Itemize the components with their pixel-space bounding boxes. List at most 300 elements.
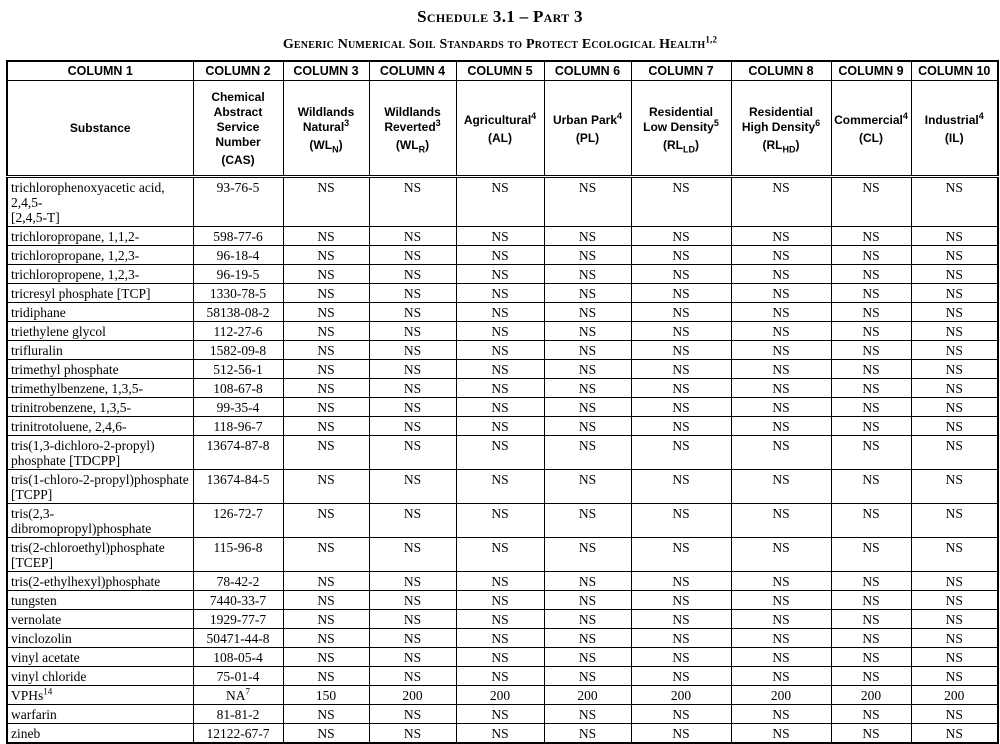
value-cell: NS (456, 177, 544, 227)
cas-cell: 58138-08-2 (193, 303, 283, 322)
cas-cell: 126-72-7 (193, 504, 283, 538)
value-cell: NS (831, 398, 911, 417)
column-header-line: Residential (748, 105, 814, 119)
column-header-line: Reverted$^3$ (384, 118, 441, 134)
value-cell: NS (283, 610, 369, 629)
footnote-marker: 4 (531, 110, 537, 121)
column-header-agricultural (456, 81, 544, 177)
column-abbreviation: $(RL_{LD})$ (663, 138, 699, 155)
value-cell: NS (911, 227, 998, 246)
substance-cell: trinitrotoluene, 2,4,6- (7, 417, 193, 436)
value-cell: NS (911, 470, 998, 504)
value-cell: NS (283, 284, 369, 303)
value-cell: NS (369, 705, 456, 724)
value-cell: NS (911, 303, 998, 322)
column-label-8: COLUMN 8 (731, 61, 831, 81)
footnote-marker: 4 (617, 110, 623, 121)
value-cell: NS (731, 322, 831, 341)
value-cell: NS (544, 591, 631, 610)
value-cell: NS (544, 538, 631, 572)
value-cell: 200 (631, 686, 731, 705)
value-cell: NS (456, 303, 544, 322)
cas-cell: 115-96-8 (193, 538, 283, 572)
cas-cell: 78-42-2 (193, 572, 283, 591)
value-cell: NS (456, 227, 544, 246)
value-cell: NS (911, 360, 998, 379)
value-cell: NS (831, 322, 911, 341)
substance-cell: trichloropropane, 1,2,3- (7, 246, 193, 265)
value-cell: NS (911, 724, 998, 744)
column-header-line: Commercial$^4$ (834, 110, 908, 127)
table-row (7, 246, 998, 265)
value-cell: NS (731, 470, 831, 504)
substance-cell: zineb (7, 724, 193, 744)
value-cell: NS (544, 284, 631, 303)
substance-cell: tricresyl phosphate [TCP] (7, 284, 193, 303)
column-header-line: Natural$^3$ (302, 118, 350, 134)
value-cell: NS (731, 504, 831, 538)
value-cell: NS (731, 610, 831, 629)
value-cell: NS (731, 648, 831, 667)
cas-cell: 93-76-5 (193, 177, 283, 227)
value-cell: NS (456, 572, 544, 591)
substance-cell: vernolate (7, 610, 193, 629)
cas-cell: 7440-33-7 (193, 591, 283, 610)
cas-cell: 50471-44-8 (193, 629, 283, 648)
substance-cell: tris(1,3-dichloro-2-propyl) phosphate [TDCPP] (7, 436, 193, 470)
value-cell: NS (731, 265, 831, 284)
column-header-residential-low (631, 81, 731, 177)
table-row (7, 417, 998, 436)
value-cell: NS (631, 648, 731, 667)
substance-cell: trichlorophenoxyacetic acid, 2,4,5- [2,4,5-T] (7, 177, 193, 227)
value-cell: NS (831, 379, 911, 398)
value-cell: NS (369, 417, 456, 436)
table-row (7, 686, 998, 705)
value-cell: NS (456, 341, 544, 360)
cas-cell: 13674-87-8 (193, 436, 283, 470)
value-cell: NS (731, 705, 831, 724)
footnote-marker: 3 (435, 118, 441, 128)
column-header-wildlands-natural (283, 81, 369, 177)
value-cell: NS (911, 572, 998, 591)
subtitle-footnote-marker: 1,2 (705, 34, 718, 45)
cas-cell: $NA^7$ (193, 686, 283, 705)
column-header-residential-high (731, 81, 831, 177)
value-cell: NS (731, 591, 831, 610)
value-cell: NS (911, 504, 998, 538)
column-label-9: COLUMN 9 (831, 61, 911, 81)
value-cell: NS (631, 360, 731, 379)
value-cell: NS (631, 177, 731, 227)
value-cell: 200 (369, 686, 456, 705)
substance-cell: tris(2,3-dibromopropyl)phosphate (7, 504, 193, 538)
value-cell: NS (544, 572, 631, 591)
value-cell: NS (283, 265, 369, 284)
value-cell: NS (369, 610, 456, 629)
value-cell: 200 (544, 686, 631, 705)
value-cell: NS (911, 398, 998, 417)
value-cell: NS (911, 177, 998, 227)
column-abbreviation: (CL) (859, 130, 883, 145)
table-row (7, 322, 998, 341)
value-cell: NS (911, 705, 998, 724)
value-cell: NS (369, 177, 456, 227)
cas-cell: 75-01-4 (193, 667, 283, 686)
document-subtitle (0, 34, 1000, 53)
value-cell: NS (544, 398, 631, 417)
column-label-7: COLUMN 7 (631, 61, 731, 81)
column-header-row (7, 81, 998, 177)
footnote-marker: 14 (43, 686, 53, 697)
value-cell: NS (631, 341, 731, 360)
value-cell: NS (731, 398, 831, 417)
value-cell: NS (369, 629, 456, 648)
column-header-line: Wildlands (297, 105, 355, 119)
value-cell: NS (456, 246, 544, 265)
value-cell: NS (283, 504, 369, 538)
table-row (7, 629, 998, 648)
value-cell: 200 (831, 686, 911, 705)
value-cell: NS (831, 648, 911, 667)
value-cell: NS (631, 398, 731, 417)
value-cell: NS (831, 246, 911, 265)
value-cell: NS (831, 470, 911, 504)
footnote-marker: 3 (344, 118, 350, 128)
value-cell: NS (631, 246, 731, 265)
value-cell: NS (283, 572, 369, 591)
value-cell: NS (544, 610, 631, 629)
substance-cell: tris(1-chloro-2-propyl)phosphate [TCPP] (7, 470, 193, 504)
cas-cell: 1582-09-8 (193, 341, 283, 360)
substance-cell: trimethylbenzene, 1,3,5- (7, 379, 193, 398)
column-abbreviation: $(WL_R)$ (395, 138, 430, 155)
abbreviation-subscript: N (332, 144, 339, 155)
substance-cell: tris(2-chloroethyl)phosphate [TCEP] (7, 538, 193, 572)
value-cell: NS (283, 398, 369, 417)
value-cell: NS (283, 470, 369, 504)
value-cell: NS (544, 360, 631, 379)
column-abbreviation: (AL) (488, 130, 512, 145)
value-cell: NS (283, 303, 369, 322)
cas-cell: 598-77-6 (193, 227, 283, 246)
document-title (0, 7, 1000, 27)
column-header-line: Agricultural$^4$ (463, 110, 537, 127)
column-number-row (7, 61, 998, 81)
value-cell: NS (369, 667, 456, 686)
column-abbreviation: $(RL_{HD})$ (762, 138, 800, 155)
value-cell: NS (911, 538, 998, 572)
value-cell: NS (631, 667, 731, 686)
value-cell: NS (283, 629, 369, 648)
value-cell: NS (911, 610, 998, 629)
substance-cell: trichloropropene, 1,2,3- (7, 265, 193, 284)
document-page (0, 7, 1000, 741)
value-cell: NS (369, 246, 456, 265)
value-cell: NS (631, 724, 731, 744)
column-header-substance (7, 81, 193, 177)
value-cell: NS (831, 417, 911, 436)
table-row (7, 572, 998, 591)
value-cell: NS (731, 436, 831, 470)
table-row (7, 436, 998, 470)
value-cell: NS (631, 322, 731, 341)
cas-cell: 108-67-8 (193, 379, 283, 398)
table-row (7, 504, 998, 538)
column-header-industrial (911, 81, 998, 177)
column-header-line: High Density$^6$ (741, 118, 821, 134)
cas-cell: 13674-84-5 (193, 470, 283, 504)
value-cell: NS (456, 538, 544, 572)
table-body (7, 177, 998, 744)
value-cell: NS (283, 705, 369, 724)
footnote-marker: 4 (978, 110, 984, 121)
value-cell: NS (456, 360, 544, 379)
value-cell: NS (731, 341, 831, 360)
value-cell: NS (283, 648, 369, 667)
value-cell: NS (544, 322, 631, 341)
value-cell: NS (831, 538, 911, 572)
value-cell: NS (544, 436, 631, 470)
value-cell: NS (911, 629, 998, 648)
value-cell: NS (731, 360, 831, 379)
substance-cell: trichloropropane, 1,1,2- (7, 227, 193, 246)
value-cell: NS (544, 629, 631, 648)
value-cell: NS (456, 265, 544, 284)
value-cell: NS (456, 667, 544, 686)
value-cell: NS (369, 227, 456, 246)
value-cell: NS (369, 504, 456, 538)
value-cell: NS (631, 303, 731, 322)
value-cell: NS (831, 724, 911, 744)
table-head (7, 61, 998, 177)
column-abbreviation: $(WL_N)$ (309, 138, 343, 155)
value-cell: NS (831, 572, 911, 591)
value-cell: NS (731, 284, 831, 303)
column-header-wildlands-reverted (369, 81, 456, 177)
value-cell: NS (831, 436, 911, 470)
column-header-line: Residential (648, 105, 714, 119)
value-cell: NS (369, 360, 456, 379)
value-cell: NS (456, 724, 544, 744)
value-cell: NS (544, 667, 631, 686)
value-cell: NS (369, 648, 456, 667)
value-cell: NS (369, 265, 456, 284)
value-cell: NS (369, 724, 456, 744)
value-cell: NS (369, 341, 456, 360)
value-cell: NS (631, 436, 731, 470)
value-cell: NS (631, 591, 731, 610)
value-cell: NS (831, 504, 911, 538)
column-abbreviation: (IL) (944, 130, 964, 145)
value-cell: NS (544, 246, 631, 265)
value-cell: NS (731, 246, 831, 265)
table-row (7, 379, 998, 398)
value-cell: NS (631, 417, 731, 436)
value-cell: NS (731, 177, 831, 227)
value-cell: NS (831, 284, 911, 303)
value-cell: NS (731, 303, 831, 322)
substance-cell: tridiphane (7, 303, 193, 322)
value-cell: NS (369, 322, 456, 341)
value-cell: NS (544, 341, 631, 360)
value-cell: NS (731, 379, 831, 398)
footnote-marker: 6 (815, 118, 821, 128)
value-cell: NS (831, 265, 911, 284)
value-cell: NS (731, 724, 831, 744)
table-row (7, 398, 998, 417)
value-cell: NS (369, 591, 456, 610)
column-label-4: COLUMN 4 (369, 61, 456, 81)
value-cell: NS (831, 177, 911, 227)
value-cell: NS (456, 591, 544, 610)
cas-cell: 81-81-2 (193, 705, 283, 724)
value-cell: NS (544, 648, 631, 667)
column-label-2: COLUMN 2 (193, 61, 283, 81)
table-row (7, 341, 998, 360)
footnote-marker: 7 (245, 686, 250, 697)
value-cell: NS (544, 177, 631, 227)
value-cell: NS (911, 591, 998, 610)
column-header-line: Chemical (211, 90, 265, 104)
value-cell: NS (911, 667, 998, 686)
value-cell: NS (369, 398, 456, 417)
value-cell: NS (731, 417, 831, 436)
value-cell: NS (283, 341, 369, 360)
value-cell: NS (283, 667, 369, 686)
value-cell: NS (831, 610, 911, 629)
value-cell: NS (731, 629, 831, 648)
table-row (7, 284, 998, 303)
column-header-line: Abstract (213, 105, 263, 119)
value-cell: NS (544, 417, 631, 436)
cas-cell: 108-05-4 (193, 648, 283, 667)
footnote-marker: 4 (902, 110, 908, 121)
value-cell: NS (631, 379, 731, 398)
value-cell: NS (456, 436, 544, 470)
value-cell: NS (911, 341, 998, 360)
cas-cell: 1330-78-5 (193, 284, 283, 303)
column-header-cas (193, 81, 283, 177)
cas-cell: 1929-77-7 (193, 610, 283, 629)
value-cell: NS (283, 436, 369, 470)
value-cell: NS (283, 360, 369, 379)
value-cell: 200 (731, 686, 831, 705)
column-header-line: Wildlands (384, 105, 441, 119)
value-cell: NS (456, 629, 544, 648)
substance-cell: VPHs$^{14}$ (7, 686, 193, 705)
value-cell: NS (731, 572, 831, 591)
substance-cell: trimethyl phosphate (7, 360, 193, 379)
value-cell: NS (631, 265, 731, 284)
value-cell: NS (631, 470, 731, 504)
value-cell: NS (831, 227, 911, 246)
value-cell: NS (369, 303, 456, 322)
soil-standards-table (6, 60, 999, 744)
value-cell: NS (283, 591, 369, 610)
value-cell: NS (283, 322, 369, 341)
value-cell: NS (283, 417, 369, 436)
value-cell: NS (456, 379, 544, 398)
cas-cell: 512-56-1 (193, 360, 283, 379)
table-row (7, 610, 998, 629)
value-cell: NS (831, 667, 911, 686)
cas-cell: 96-19-5 (193, 265, 283, 284)
abbreviation-subscript: HD (782, 144, 796, 155)
value-cell: NS (544, 724, 631, 744)
value-cell: 150 (283, 686, 369, 705)
value-cell: NS (731, 667, 831, 686)
value-cell: NS (631, 629, 731, 648)
column-label-6: COLUMN 6 (544, 61, 631, 81)
cas-cell: 12122-67-7 (193, 724, 283, 744)
value-cell: NS (456, 398, 544, 417)
abbreviation-subscript: R (418, 144, 426, 155)
value-cell: NS (831, 705, 911, 724)
value-cell: NS (631, 227, 731, 246)
table-row (7, 265, 998, 284)
table-row (7, 470, 998, 504)
footnote-marker: 5 (713, 118, 719, 128)
value-cell: NS (631, 610, 731, 629)
value-cell: NS (283, 724, 369, 744)
column-header-line: Service (216, 120, 260, 134)
value-cell: NS (631, 705, 731, 724)
value-cell: NS (283, 227, 369, 246)
value-cell: NS (544, 705, 631, 724)
substance-cell: vinyl chloride (7, 667, 193, 686)
column-label-5: COLUMN 5 (456, 61, 544, 81)
value-cell: NS (283, 538, 369, 572)
value-cell: NS (283, 177, 369, 227)
value-cell: NS (544, 379, 631, 398)
column-abbreviation: (PL) (575, 130, 600, 145)
cas-cell: 118-96-7 (193, 417, 283, 436)
value-cell: NS (831, 341, 911, 360)
document-subtitle-text: Generic Numerical Soil Standards to Protect Ecological Health (282, 37, 706, 52)
value-cell: NS (456, 705, 544, 724)
value-cell: NS (456, 648, 544, 667)
substance-cell: trifluralin (7, 341, 193, 360)
document-title-text: Schedule 3.1 – Part 3 (417, 7, 583, 26)
column-header-line: Urban Park$^4$ (552, 110, 623, 127)
value-cell: NS (731, 227, 831, 246)
substance-cell: warfarin (7, 705, 193, 724)
value-cell: NS (456, 322, 544, 341)
substance-cell: tris(2-ethylhexyl)phosphate (7, 572, 193, 591)
value-cell: NS (544, 470, 631, 504)
column-header-urban-park (544, 81, 631, 177)
cas-cell: 112-27-6 (193, 322, 283, 341)
value-cell: 200 (456, 686, 544, 705)
value-cell: NS (456, 470, 544, 504)
value-cell: NS (544, 504, 631, 538)
value-cell: NS (369, 436, 456, 470)
value-cell: NS (911, 436, 998, 470)
value-cell: NS (369, 284, 456, 303)
value-cell: NS (911, 648, 998, 667)
cas-cell: 96-18-4 (193, 246, 283, 265)
table-row (7, 648, 998, 667)
value-cell: NS (369, 572, 456, 591)
column-abbreviation: (CAS) (221, 153, 255, 167)
value-cell: NS (456, 504, 544, 538)
abbreviation-subscript: LD (683, 144, 695, 155)
value-cell: NS (731, 538, 831, 572)
value-cell: NS (831, 303, 911, 322)
value-cell: NS (631, 538, 731, 572)
column-header-line: Low Density$^5$ (643, 118, 719, 134)
